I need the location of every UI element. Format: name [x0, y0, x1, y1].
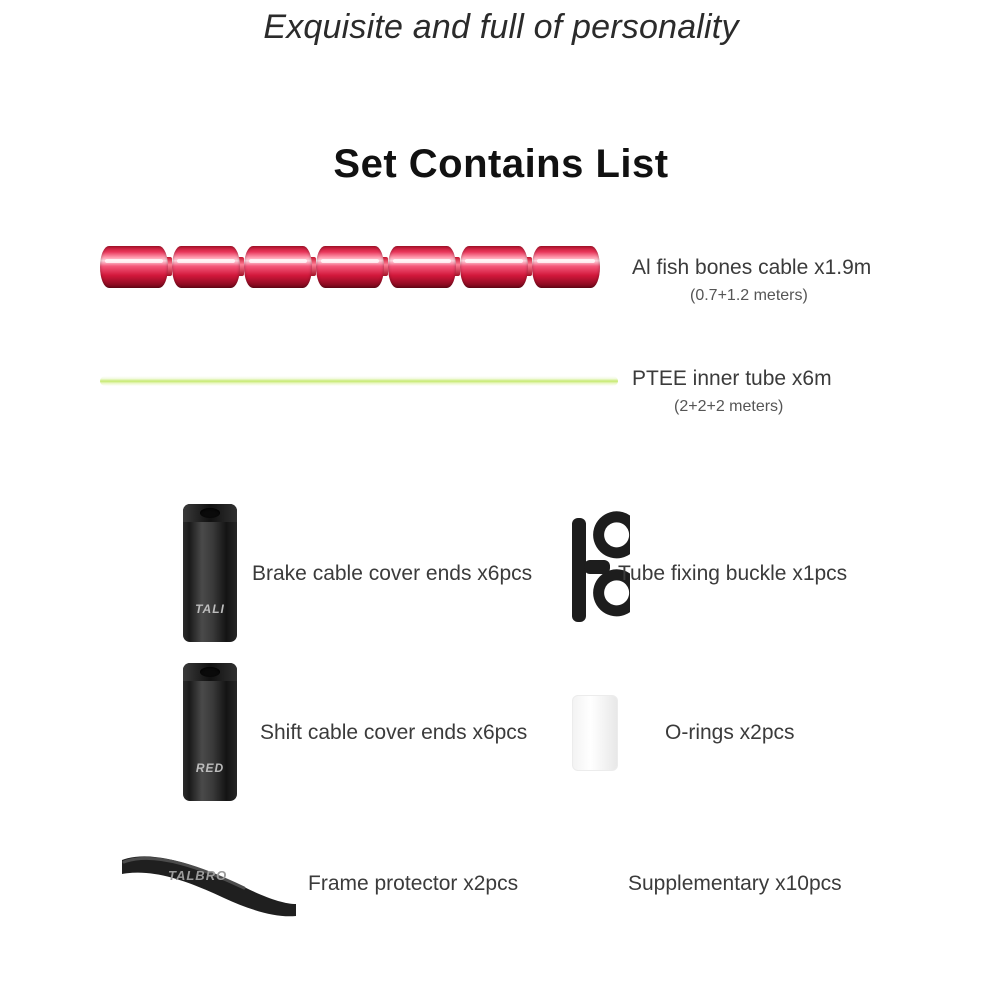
- al-fish-bones-cable-label: Al fish bones cable x1.9m: [632, 256, 872, 279]
- list-item-ptee-inner-tube: [100, 362, 900, 422]
- svg-text:TALBRO: TALBRO: [168, 868, 228, 883]
- black-ferrule-icon: [183, 663, 237, 801]
- ptee-inner-tube-text: [632, 367, 1002, 416]
- white-oring-icon: [572, 695, 618, 771]
- green-white-tube-icon: [100, 376, 618, 386]
- list-item-al-fish-bones-cable: [100, 238, 900, 304]
- tube-fixing-buckle-label: Tube fixing buckle x1pcs: [618, 562, 848, 585]
- ferrule-hole-icon: [200, 508, 220, 518]
- list-item-row-protector-and-supplementary: [100, 832, 920, 942]
- ptee-inner-tube-label: PTEE inner tube x6m: [632, 367, 832, 390]
- list-item-row-shift-and-orings: [100, 655, 920, 805]
- shift-cable-cover-ends-label: Shift cable cover ends x6pcs: [260, 721, 528, 744]
- red-supplementary-piece-icon: [564, 846, 608, 918]
- black-frame-protector-icon: [108, 840, 308, 920]
- al-fish-bones-cable-text: [632, 256, 1002, 305]
- supplementary-label: Supplementary x10pcs: [628, 872, 842, 895]
- list-item-row-brake-and-buckle: [100, 498, 920, 648]
- red-segmented-cable-icon: [100, 244, 618, 290]
- ferrule-hole-icon: [200, 667, 220, 677]
- o-rings-label: O-rings x2pcs: [665, 721, 795, 744]
- page-tagline: Exquisite and full of personality: [263, 8, 739, 46]
- al-fish-bones-cable-sublabel: (0.7+1.2 meters): [690, 287, 808, 304]
- black-ferrule-icon: [183, 504, 237, 642]
- ferrule-brand-text: TALI: [195, 602, 225, 616]
- brake-cable-cover-ends-label: Brake cable cover ends x6pcs: [252, 562, 533, 585]
- page-title: Set Contains List: [333, 142, 669, 186]
- ferrule-brand-text: RED: [195, 761, 225, 775]
- ptee-inner-tube-sublabel: (2+2+2 meters): [674, 398, 784, 415]
- frame-protector-label: Frame protector x2pcs: [308, 872, 519, 895]
